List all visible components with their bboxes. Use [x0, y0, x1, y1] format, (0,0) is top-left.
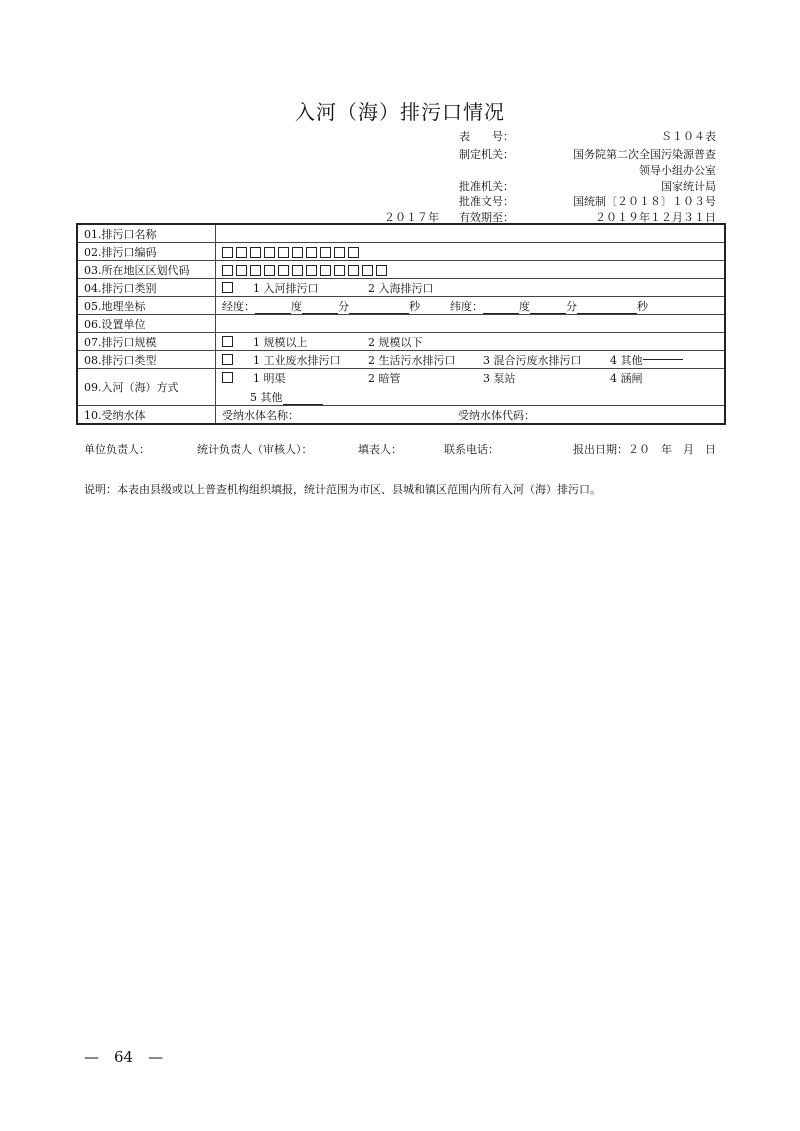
code-digit-box[interactable]: [334, 247, 345, 258]
meta-label-issuer: 制定机关：: [459, 148, 514, 161]
latitude-second-unit: 秒: [637, 299, 648, 313]
code-digit-box[interactable]: [278, 247, 289, 258]
meta-value-issuer-line2: 领导小组办公室: [639, 164, 716, 177]
option-other-method: 5 其他: [250, 390, 283, 404]
page-number: — 64 —: [84, 1048, 164, 1066]
footer-phone: 联系电话：: [444, 443, 499, 456]
latitude-label: 纬度：: [450, 299, 483, 313]
label-outfall-scale: 07.排污口规模: [77, 333, 216, 351]
checkbox-outfall-type[interactable]: [222, 354, 233, 365]
field-setup-unit[interactable]: [216, 315, 726, 333]
footer-stat-head: 统计负责人（审核人）：: [197, 443, 313, 456]
row-outfall-name: [77, 224, 725, 243]
meta-value-approval-no: 国统制〔２０１８〕１０３号: [573, 195, 716, 208]
receiving-water-name-label: 受纳水体名称：: [222, 408, 299, 422]
row-region-code: [77, 261, 725, 279]
label-coordinates: 05.地理坐标: [77, 297, 216, 315]
latitude-degree-unit: 度: [519, 299, 530, 313]
footer-filler: 填表人：: [358, 443, 402, 456]
option-culvert-pipe: 2 暗管: [368, 371, 401, 385]
code-digit-box[interactable]: [334, 265, 345, 276]
label-outfall-name: 01.排污口名称: [77, 224, 216, 243]
row-outfall-type: [77, 351, 725, 369]
field-outfall-type: [216, 351, 726, 369]
code-digit-box[interactable]: [250, 247, 261, 258]
code-digit-box[interactable]: [236, 265, 247, 276]
row-outfall-code: [77, 243, 725, 261]
row-setup-unit: [77, 315, 725, 333]
label-receiving-water: 10.受纳水体: [77, 406, 216, 425]
option-river-outfall: 1 入河排污口: [253, 281, 319, 295]
longitude-degree-blank[interactable]: [255, 313, 291, 314]
code-digit-box[interactable]: [222, 265, 233, 276]
checkbox-outfall-category[interactable]: [222, 282, 233, 293]
explanation-note: 说明：本表由县级或以上普查机构组织填报，统计范围为市区、县城和镇区范围内所有入河（海）排污口。: [84, 483, 601, 496]
code-digit-box[interactable]: [320, 247, 331, 258]
other-type-blank[interactable]: [643, 359, 683, 360]
code-digit-box[interactable]: [250, 265, 261, 276]
other-method-blank[interactable]: [283, 404, 323, 405]
meta-value-issuer: 国务院第二次全国污染源普查: [573, 148, 716, 161]
meta-label-approval-no: 批准文号：: [459, 195, 514, 208]
label-discharge-method: 09.入河（海）方式: [77, 369, 216, 406]
footer-unit-head: 单位负责人：: [84, 443, 150, 456]
option-other-type: 4 其他: [610, 353, 643, 367]
code-digit-box[interactable]: [278, 265, 289, 276]
latitude-minute-unit: 分: [566, 299, 577, 313]
option-sea-outfall: 2 入海排污口: [368, 281, 434, 295]
field-coordinates: [216, 297, 726, 315]
option-above-scale: 1 规模以上: [253, 335, 308, 349]
code-digit-box[interactable]: [362, 265, 373, 276]
option-domestic-sewage: 2 生活污水排污口: [368, 353, 456, 367]
longitude-second-blank[interactable]: [349, 313, 409, 314]
option-mixed-wastewater: 3 混合污废水排污口: [483, 353, 582, 367]
row-discharge-method: [77, 369, 725, 406]
outfall-form-table: [76, 223, 726, 425]
label-region-code: 03.所在地区区划代码: [77, 261, 216, 279]
code-digit-box[interactable]: [348, 265, 359, 276]
row-receiving-water: [77, 406, 725, 425]
latitude-degree-blank[interactable]: [483, 313, 519, 314]
code-digit-box[interactable]: [320, 265, 331, 276]
latitude-minute-blank[interactable]: [530, 313, 566, 314]
row-outfall-category: [77, 279, 725, 297]
row-coordinates: [77, 297, 725, 315]
code-digit-box[interactable]: [292, 265, 303, 276]
longitude-label: 经度：: [222, 299, 255, 313]
meta-label-valid-until: 有效期至：: [459, 211, 514, 224]
option-pump-station: 3 泵站: [483, 371, 516, 385]
code-digit-box[interactable]: [264, 265, 275, 276]
field-region-code[interactable]: [216, 261, 726, 279]
label-outfall-code: 02.排污口编码: [77, 243, 216, 261]
code-digit-box[interactable]: [306, 265, 317, 276]
field-outfall-name[interactable]: [216, 224, 726, 243]
field-receiving-water: [216, 406, 726, 425]
meta-value-valid-until: ２０１９年１２月３１日: [595, 211, 716, 224]
label-outfall-type: 08.排污口类型: [77, 351, 216, 369]
field-outfall-category: [216, 279, 726, 297]
field-outfall-scale: [216, 333, 726, 351]
code-digit-box[interactable]: [292, 247, 303, 258]
label-outfall-category: 04.排污口类别: [77, 279, 216, 297]
option-industrial-wastewater: 1 工业废水排污口: [253, 353, 341, 367]
longitude-degree-unit: 度: [291, 299, 302, 313]
code-digit-box[interactable]: [348, 247, 359, 258]
field-outfall-code[interactable]: [216, 243, 726, 261]
row-outfall-scale: [77, 333, 725, 351]
field-discharge-method: [216, 369, 726, 406]
meta-label-form-no: 表 号：: [459, 130, 514, 143]
option-sluice-gate: 4 涵闸: [610, 371, 643, 385]
code-digit-box[interactable]: [236, 247, 247, 258]
longitude-minute-blank[interactable]: [302, 313, 338, 314]
region-code-boxes[interactable]: [222, 263, 390, 276]
checkbox-discharge-method[interactable]: [222, 372, 233, 383]
option-below-scale: 2 规模以下: [368, 335, 423, 349]
label-setup-unit: 06.设置单位: [77, 315, 216, 333]
checkbox-outfall-scale[interactable]: [222, 336, 233, 347]
receiving-water-code-label: 受纳水体代码：: [458, 408, 535, 422]
code-digit-box[interactable]: [264, 247, 275, 258]
form-title: 入河（海）排污口情况: [295, 100, 505, 124]
footer-report-date: 报出日期：２０ 年 月 日: [573, 443, 716, 456]
meta-label-approver: 批准机关：: [459, 180, 514, 193]
meta-value-form-no: Ｓ１０４表: [661, 130, 716, 143]
meta-value-approver: 国家统计局: [661, 180, 716, 193]
longitude-minute-unit: 分: [338, 299, 349, 313]
form-year: ２０１７年: [384, 211, 439, 224]
latitude-second-blank[interactable]: [577, 313, 637, 314]
longitude-second-unit: 秒: [409, 299, 420, 313]
outfall-code-boxes[interactable]: [222, 245, 362, 258]
option-open-channel: 1 明渠: [253, 371, 286, 385]
code-digit-box[interactable]: [306, 247, 317, 258]
code-digit-box[interactable]: [222, 247, 233, 258]
code-digit-box[interactable]: [376, 265, 387, 276]
